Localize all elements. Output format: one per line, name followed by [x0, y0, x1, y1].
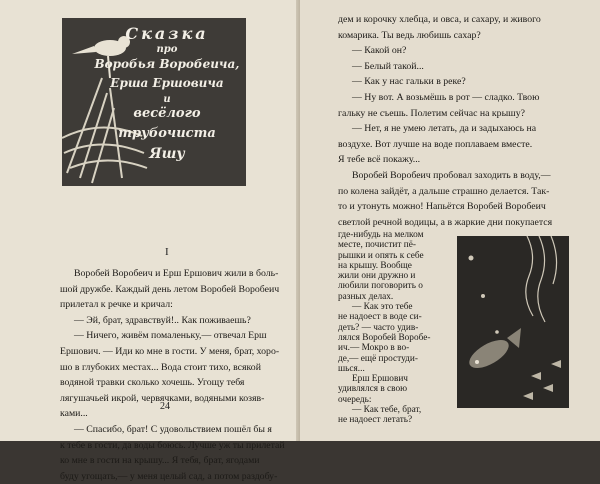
text-line: лягушачьей икрой, червячками, водяными козяв- [60, 392, 265, 404]
fish-underwater-illustration [457, 236, 569, 408]
text-line: де,— ещё простуди- [338, 353, 418, 364]
title-name-yashu: Яшу [149, 146, 185, 162]
text-line: Ершович. — Иди ко мне в гости. У меня, брат, хоро- [60, 345, 280, 357]
text-line: Ерш Ершович [352, 374, 408, 385]
text-line: не надоест летать? [338, 415, 413, 426]
text-line: воздухе. Вот лучше на воде поплаваем вместе. [338, 138, 533, 150]
text-line: — Эй, брат, здравствуй!.. Как поживаешь? [74, 314, 251, 326]
text-line: — Как это тебе [352, 302, 413, 313]
text-line: где-нибудь на мелком [338, 230, 424, 240]
title-name-vorobey: Воробья Воробеича, [94, 57, 240, 71]
text-line: Воробей Воробеич пробовал заходить в воду,— [352, 169, 551, 181]
text-line: комарика. Ты ведь любишь сахар? [338, 29, 481, 41]
text-line: к тебе в гости, да воды боюсь. Лучше уж ты прилетай [60, 439, 285, 451]
text-line: водяной травки сколько хочешь. Угощу тебя [60, 377, 245, 389]
text-line: ками... [60, 408, 88, 420]
text-line: удивлялся в свою [338, 384, 408, 395]
text-line: — Ничего, живём помаленьку,— отвечал Ерш [74, 330, 267, 342]
text-line: дем и корочку хлебца, и овса, и сахару, и живого [338, 14, 541, 25]
text-line: то и утонуть можно! Напьётся Воробей Воробеич [338, 201, 546, 213]
text-line: буду угощать,— у меня целый сад, а потом раздобу- [60, 470, 278, 482]
left-page [0, 0, 300, 482]
text-line: Я тебе всё покажу... [338, 154, 421, 166]
right-page-text-top [338, 12, 552, 230]
text-line: — Ну вот. А возьмёшь в рот — сладко. Твою [352, 91, 540, 103]
text-line: жили они дружно и [338, 271, 416, 282]
text-line: ич.— Мокро в во- [338, 343, 410, 354]
text-line: очередь: [338, 394, 372, 405]
text-line: любили поговорить о [338, 281, 423, 292]
page-number: 24 [160, 401, 170, 412]
title-word-pro: про [156, 44, 178, 55]
text-line: по колена зайдёт, а дальше страшно делается. Так- [338, 185, 550, 197]
chapter-number: I [165, 246, 169, 258]
text-line: прилетал к речке и кричал: [60, 299, 173, 311]
text-line: гальку не съешь. Полетим сейчас на крышу? [338, 107, 525, 119]
text-line: деть? — часто удив- [338, 322, 419, 333]
text-line: шо в глубоких местах... Вода стоит тихо, всякой [60, 361, 261, 373]
title-word-i: и [163, 94, 171, 105]
text-line: — Нет, я не умею летать, да и задыхаюсь на [352, 123, 537, 135]
text-line: разных делах. [338, 291, 394, 302]
text-line: ко мне в гости на крышу... Я тебя, брат, ягодами [60, 455, 260, 467]
text-line: рышки и опять к себе [338, 250, 424, 261]
title-word-trubochista: трубочиста [118, 126, 216, 141]
title-word-vesyologo: весёлого [133, 106, 201, 121]
text-line: шься... [338, 363, 365, 374]
text-line: — Какой он? [352, 45, 407, 57]
text-line: на крышу. Вообще [338, 260, 412, 271]
text-line: светлой речной водицы, а в жаркие дни покупается [338, 216, 553, 228]
text-line: Воробей Воробеич и Ерш Ершович жили в боль- [74, 268, 279, 279]
title-name-yersh: Ерша Ершовича [110, 76, 224, 90]
text-line: не надоест в воде си- [338, 312, 422, 323]
text-line: шой дружбе. Каждый день летом Воробей Воробеич [60, 283, 280, 295]
text-line: — Белый такой... [352, 60, 424, 72]
left-page-text [60, 266, 285, 484]
title-word-skazka: Сказка [125, 24, 209, 43]
text-line: лялся Воробей Воробе- [338, 332, 431, 343]
text-line: — Как тебе, брат, [352, 405, 422, 416]
text-line: — Как у нас гальки в реке? [352, 76, 466, 88]
text-line: — Спасибо, брат! С удовольствием пошёл бы я [74, 423, 272, 435]
right-page-text-narrow [338, 230, 430, 426]
text-line: месте, почистит пё- [338, 240, 416, 251]
fish-icon [457, 236, 569, 408]
